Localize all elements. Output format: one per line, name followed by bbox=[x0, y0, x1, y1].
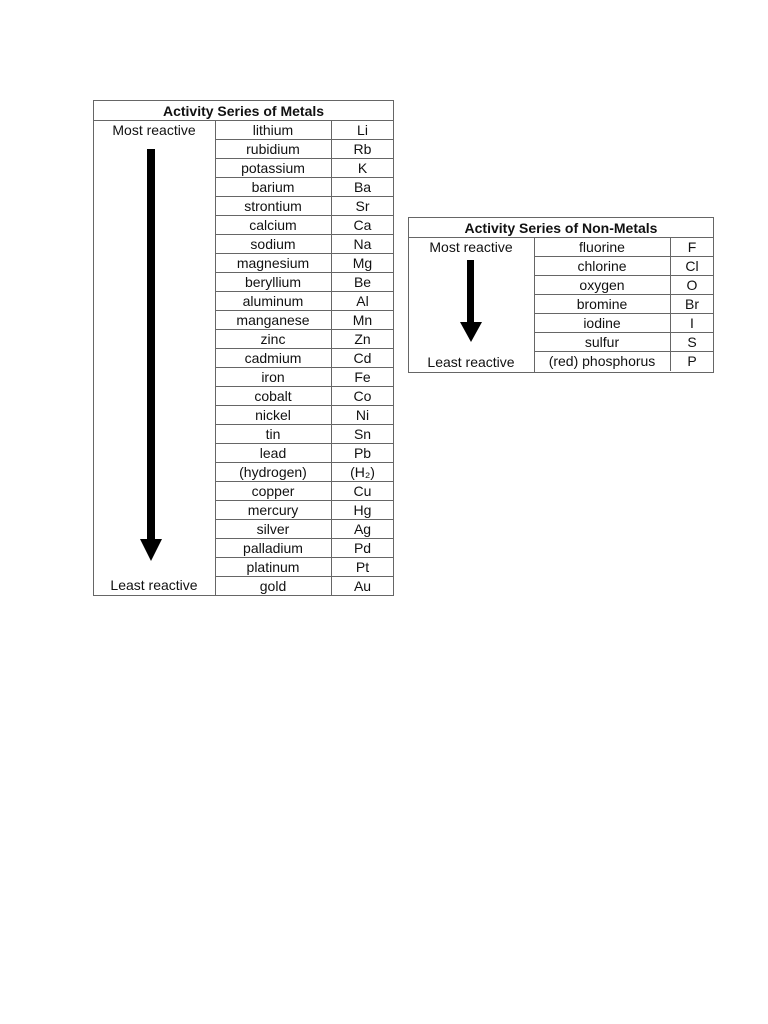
metals-down-arrow-icon bbox=[140, 149, 162, 563]
element-name: iodine bbox=[583, 315, 621, 331]
element-symbol: Hg bbox=[331, 501, 393, 519]
table-row bbox=[215, 197, 393, 216]
element-name: cobalt bbox=[254, 388, 292, 404]
element-symbol: Ca bbox=[331, 216, 393, 234]
table-row bbox=[215, 520, 393, 539]
table-row bbox=[215, 406, 393, 425]
element-name: fluorine bbox=[579, 239, 625, 255]
element-symbol: Na bbox=[331, 235, 393, 253]
element-name: lead bbox=[259, 445, 287, 461]
element-name: strontium bbox=[244, 198, 302, 214]
table-row bbox=[534, 314, 713, 333]
element-symbol: Li bbox=[331, 121, 393, 139]
element-name: (red) phosphorus bbox=[548, 353, 656, 369]
nonmetals-least-reactive-label: Least reactive bbox=[427, 354, 515, 370]
metals-rows bbox=[215, 121, 393, 596]
table-row bbox=[215, 501, 393, 520]
element-name: lithium bbox=[252, 122, 294, 138]
table-row bbox=[215, 482, 393, 501]
metals-least-reactive-label: Least reactive bbox=[110, 577, 198, 593]
element-name: zinc bbox=[260, 331, 286, 347]
element-name: platinum bbox=[246, 559, 300, 575]
element-symbol: Pb bbox=[331, 444, 393, 462]
element-symbol: (H₂) bbox=[331, 463, 393, 481]
element-name: bromine bbox=[576, 296, 628, 312]
element-name: silver bbox=[256, 521, 290, 537]
element-name: aluminum bbox=[242, 293, 304, 309]
element-symbol: Fe bbox=[331, 368, 393, 386]
nonmetals-reactivity-column bbox=[409, 238, 535, 372]
table-row bbox=[534, 352, 713, 371]
element-name: tin bbox=[265, 426, 281, 442]
element-name: manganese bbox=[236, 312, 310, 328]
element-name: magnesium bbox=[236, 255, 310, 271]
table-row bbox=[215, 254, 393, 273]
element-symbol: Mn bbox=[331, 311, 393, 329]
table-row bbox=[215, 121, 393, 140]
element-name: calcium bbox=[249, 217, 297, 233]
table-row bbox=[215, 444, 393, 463]
table-row bbox=[215, 235, 393, 254]
element-symbol: Cl bbox=[670, 257, 713, 275]
metals-most-reactive-label: Most reactive bbox=[112, 122, 196, 138]
element-name: potassium bbox=[241, 160, 305, 176]
element-name: chlorine bbox=[577, 258, 627, 274]
nonmetals-rows bbox=[534, 238, 713, 371]
table-row bbox=[215, 463, 393, 482]
table-row bbox=[215, 368, 393, 387]
element-name: copper bbox=[251, 483, 295, 499]
element-name: sodium bbox=[250, 236, 296, 252]
element-symbol: Zn bbox=[331, 330, 393, 348]
table-row bbox=[215, 558, 393, 577]
element-symbol: Cu bbox=[331, 482, 393, 500]
element-symbol: F bbox=[670, 238, 713, 256]
table-row bbox=[215, 159, 393, 178]
table-row bbox=[534, 257, 713, 276]
element-symbol: Br bbox=[670, 295, 713, 313]
element-name: barium bbox=[251, 179, 295, 195]
element-symbol: Pt bbox=[331, 558, 393, 576]
element-symbol: Sn bbox=[331, 425, 393, 443]
element-symbol: I bbox=[670, 314, 713, 332]
table-row bbox=[215, 273, 393, 292]
element-name: (hydrogen) bbox=[239, 464, 307, 480]
table-row bbox=[534, 295, 713, 314]
nonmetals-most-reactive-label: Most reactive bbox=[429, 239, 513, 255]
table-row bbox=[215, 330, 393, 349]
table-row bbox=[534, 276, 713, 295]
element-symbol: K bbox=[331, 159, 393, 177]
table-row bbox=[534, 238, 713, 257]
table-row bbox=[215, 216, 393, 235]
element-name: nickel bbox=[255, 407, 291, 423]
element-symbol: Mg bbox=[331, 254, 393, 272]
element-symbol: Pd bbox=[331, 539, 393, 557]
table-row bbox=[215, 577, 393, 596]
element-symbol: O bbox=[670, 276, 713, 294]
element-symbol: Au bbox=[331, 577, 393, 596]
table-row bbox=[215, 311, 393, 330]
element-symbol: Be bbox=[331, 273, 393, 291]
element-symbol: Ni bbox=[331, 406, 393, 424]
element-name: palladium bbox=[243, 540, 303, 556]
element-symbol: Rb bbox=[331, 140, 393, 158]
table-row bbox=[215, 178, 393, 197]
element-name: cadmium bbox=[244, 350, 302, 366]
element-symbol: P bbox=[670, 352, 713, 371]
table-row bbox=[215, 349, 393, 368]
metals-reactivity-column bbox=[94, 121, 216, 595]
element-name: oxygen bbox=[579, 277, 625, 293]
table-row bbox=[215, 292, 393, 311]
table-row bbox=[215, 140, 393, 159]
table-row bbox=[215, 539, 393, 558]
element-name: gold bbox=[259, 578, 287, 594]
element-symbol: Cd bbox=[331, 349, 393, 367]
table-row bbox=[215, 425, 393, 444]
table-row bbox=[534, 333, 713, 352]
table-row bbox=[215, 387, 393, 406]
nonmetals-table bbox=[408, 217, 714, 373]
element-symbol: Co bbox=[331, 387, 393, 405]
metals-table-title: Activity Series of Metals bbox=[94, 101, 393, 121]
element-name: beryllium bbox=[244, 274, 301, 290]
nonmetals-table-title: Activity Series of Non-Metals bbox=[409, 218, 713, 238]
nonmetals-down-arrow-icon bbox=[460, 260, 482, 346]
element-name: rubidium bbox=[246, 141, 300, 157]
element-symbol: Sr bbox=[331, 197, 393, 215]
element-symbol: Ba bbox=[331, 178, 393, 196]
element-name: sulfur bbox=[584, 334, 620, 350]
element-symbol: S bbox=[670, 333, 713, 351]
element-symbol: Al bbox=[331, 292, 393, 310]
element-name: mercury bbox=[247, 502, 299, 518]
element-name: iron bbox=[261, 369, 285, 385]
element-symbol: Ag bbox=[331, 520, 393, 538]
metals-table bbox=[93, 100, 394, 596]
